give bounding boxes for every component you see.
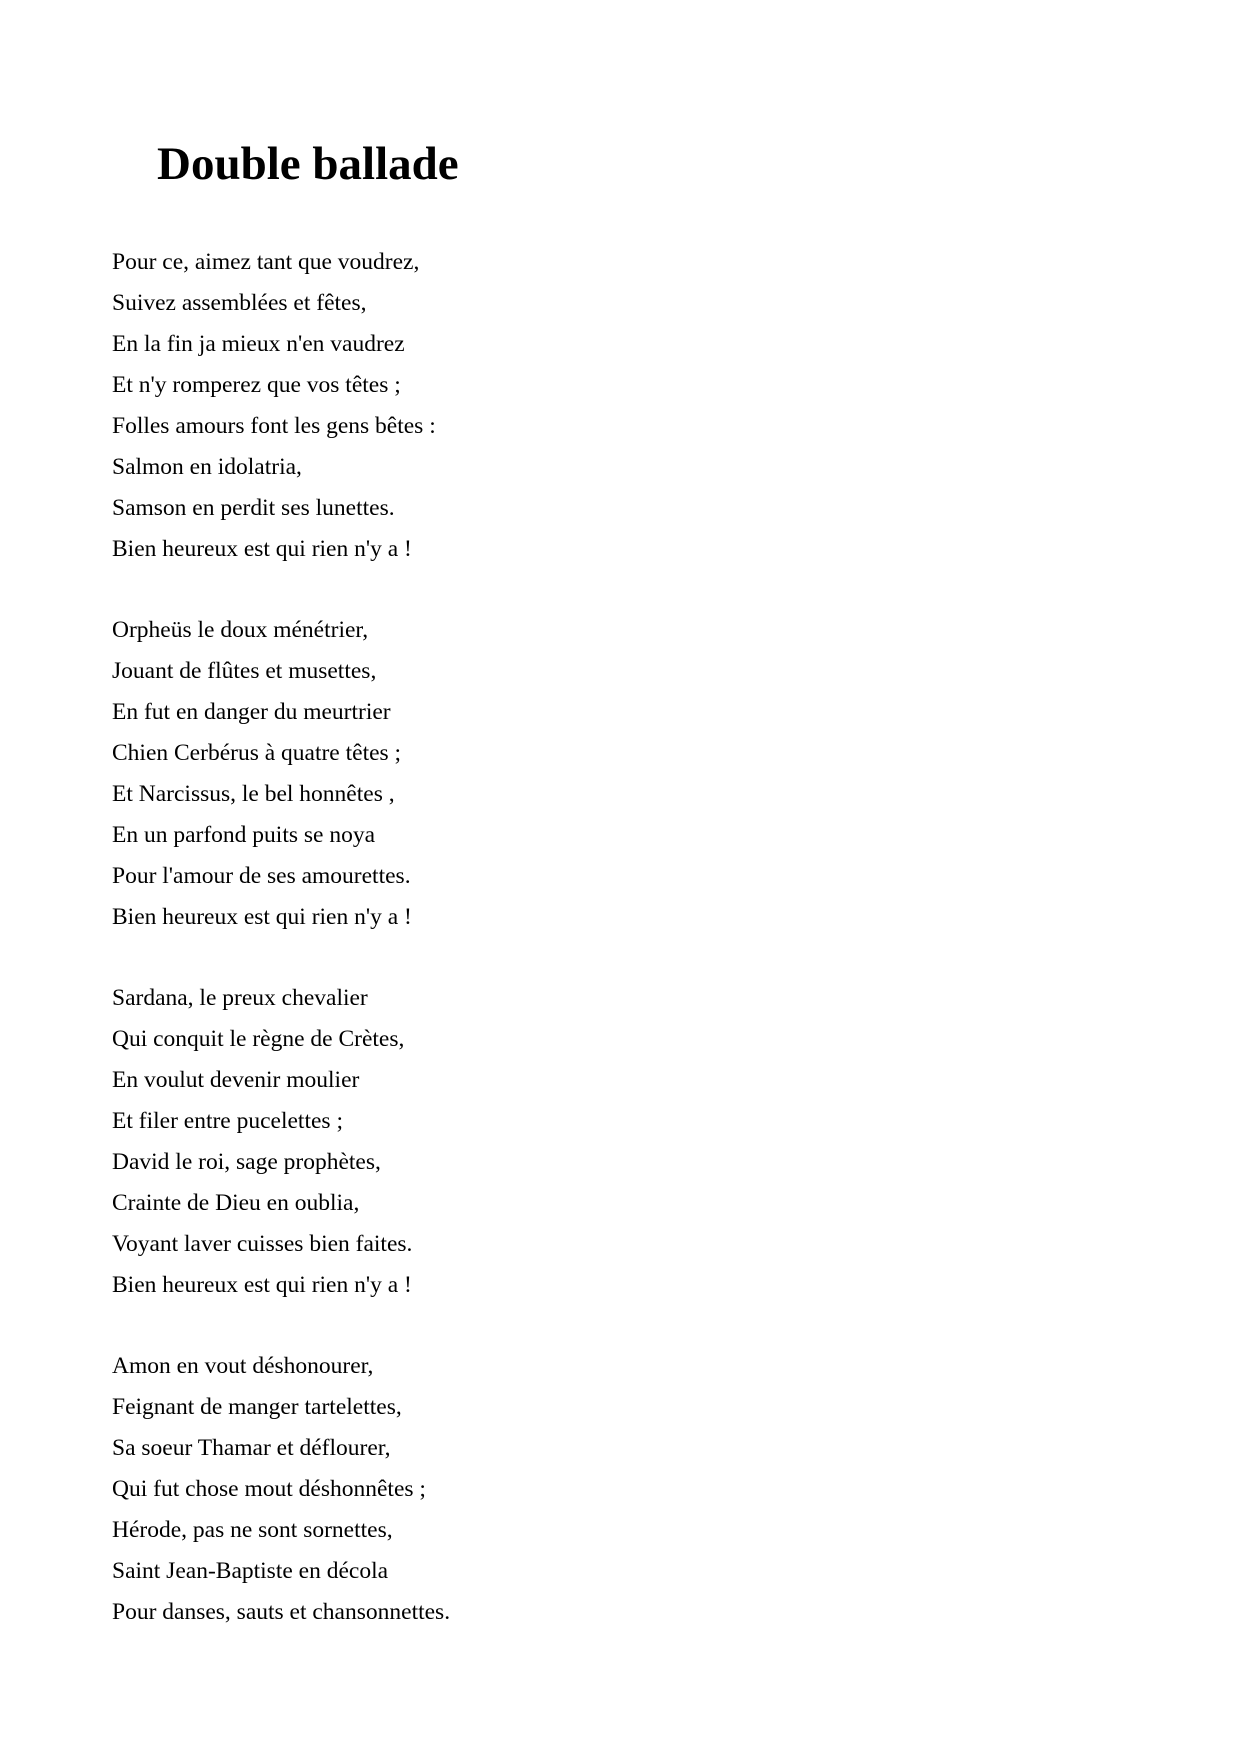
poem-title: Double ballade	[157, 138, 459, 190]
verse-line: Folles amours font les gens bêtes :	[112, 413, 436, 439]
verse-line: Qui fut chose mout déshonnêtes ;	[112, 1476, 426, 1502]
verse-line: Suivez assemblées et fêtes,	[112, 290, 367, 316]
poem-body	[112, 242, 1012, 1673]
verse-line: Pour ce, aimez tant que voudrez,	[112, 249, 420, 275]
verse-line: Qui conquit le règne de Crètes,	[112, 1026, 405, 1052]
stanza-1	[112, 242, 1012, 570]
stanza-3	[112, 978, 1012, 1306]
verse-line: Amon en vout déshonourer,	[112, 1353, 374, 1379]
verse-line: Jouant de flûtes et musettes,	[112, 658, 377, 684]
verse-line: Voyant laver cuisses bien faites.	[112, 1231, 413, 1257]
refrain-line: Bien heureux est qui rien n'y a !	[112, 904, 412, 930]
verse-line: Et filer entre pucelettes ;	[112, 1108, 343, 1134]
verse-line: Salmon en idolatria,	[112, 454, 302, 480]
verse-line: Hérode, pas ne sont sornettes,	[112, 1517, 393, 1543]
verse-line: Feignant de manger tartelettes,	[112, 1394, 402, 1420]
verse-line: Et Narcissus, le bel honnêtes ,	[112, 781, 395, 807]
verse-line: Crainte de Dieu en oublia,	[112, 1190, 360, 1216]
stanza-2	[112, 610, 1012, 938]
verse-line: En voulut devenir moulier	[112, 1067, 360, 1093]
verse-line: En un parfond puits se noya	[112, 822, 376, 848]
verse-line: Chien Cerbérus à quatre têtes ;	[112, 740, 402, 766]
verse-line: Sa soeur Thamar et déflourer,	[112, 1435, 391, 1461]
verse-line: En la fin ja mieux n'en vaudrez	[112, 331, 405, 357]
verse-line: Samson en perdit ses lunettes.	[112, 495, 395, 521]
verse-line: David le roi, sage prophètes,	[112, 1149, 381, 1175]
stanza-4	[112, 1346, 1012, 1633]
verse-line: Orpheüs le doux ménétrier,	[112, 617, 369, 643]
verse-line: Sardana, le preux chevalier	[112, 985, 368, 1011]
verse-line: Pour l'amour de ses amourettes.	[112, 863, 411, 889]
verse-line: En fut en danger du meurtrier	[112, 699, 391, 725]
verse-line: Et n'y romperez que vos têtes ;	[112, 372, 401, 398]
refrain-line: Bien heureux est qui rien n'y a !	[112, 536, 412, 562]
verse-line: Pour danses, sauts et chansonnettes.	[112, 1599, 451, 1625]
verse-line: Saint Jean-Baptiste en décola	[112, 1558, 389, 1584]
refrain-line: Bien heureux est qui rien n'y a !	[112, 1272, 412, 1298]
